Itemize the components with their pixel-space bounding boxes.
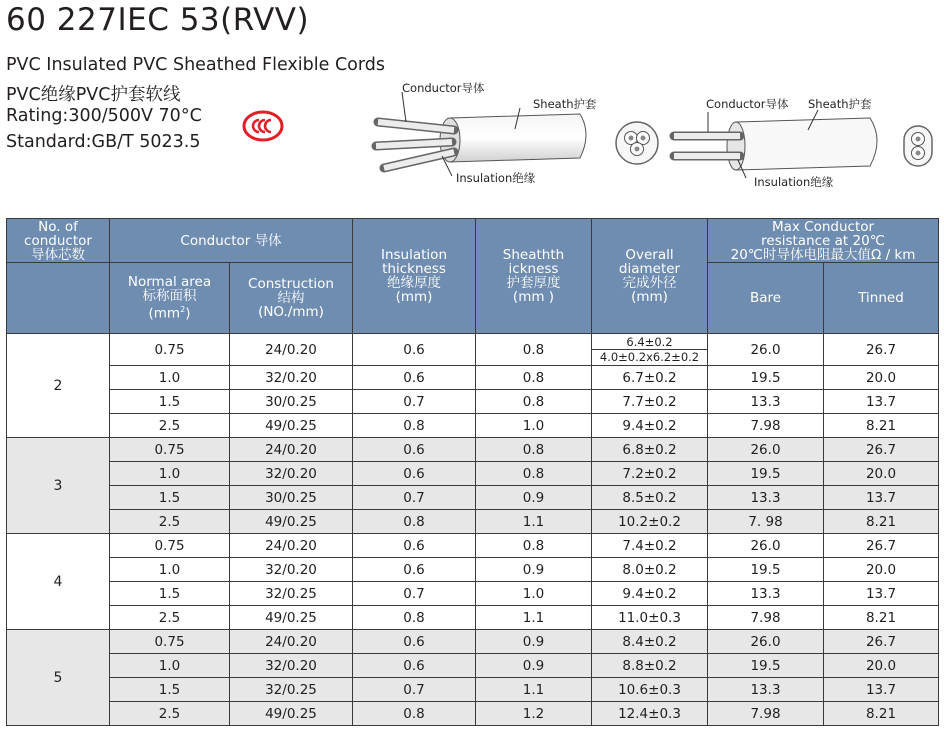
cell-construction: 32/0.25 [230, 678, 353, 702]
cell-insulation: 0.7 [353, 486, 476, 510]
cell-tinned: 8.21 [824, 414, 939, 438]
cell-construction: 24/0.20 [230, 438, 353, 462]
cell-tinned: 13.7 [824, 486, 939, 510]
cell-bare: 19.5 [708, 558, 824, 582]
cell-sheath: 1.2 [476, 702, 592, 726]
cell-bare: 7.98 [708, 414, 824, 438]
group-2-core [7, 334, 939, 438]
cell-sheath: 1.1 [476, 510, 592, 534]
header-tinned: Tinned [824, 263, 939, 334]
rating-text: Rating:300/500V 70°C [6, 106, 202, 126]
cell-tinned: 20.0 [824, 366, 939, 390]
cell-diameter: 10.6±0.3 [592, 678, 708, 702]
table-row [7, 606, 939, 630]
cell-area: 1.5 [110, 678, 230, 702]
table-row [7, 462, 939, 486]
cell-sheath: 1.0 [476, 582, 592, 606]
cell-bare: 19.5 [708, 366, 824, 390]
group-4-core [7, 534, 939, 630]
cell-diameter: 8.4±0.2 [592, 630, 708, 654]
cell-construction: 30/0.25 [230, 486, 353, 510]
cell-diameter: 7.4±0.2 [592, 534, 708, 558]
cell-area: 1.0 [110, 558, 230, 582]
label-insulation-b: Insulation绝缘 [754, 175, 834, 189]
cell-bare: 13.3 [708, 582, 824, 606]
header-cores-spacer [7, 263, 110, 334]
header-normal-area: Normal area 标称面积 $(mm^2)$ [110, 263, 230, 334]
cell-construction: 24/0.20 [230, 630, 353, 654]
header-construction: Construction 结构 (NO./mm) [230, 263, 353, 334]
cell-bare: 7. 98 [708, 510, 824, 534]
cell-construction: 24/0.20 [230, 534, 353, 558]
cell-construction: 49/0.25 [230, 414, 353, 438]
spec-table [6, 218, 939, 726]
cell-bare: 13.3 [708, 486, 824, 510]
header-resistance: Max Conductor resistance at 20℃ 20℃时导体电阻最大值Ω / km [708, 219, 939, 263]
cell-construction: 49/0.25 [230, 606, 353, 630]
cross-section-3core [614, 120, 660, 166]
cell-tinned: 8.21 [824, 510, 939, 534]
cell-area: 0.75 [110, 630, 230, 654]
cores-cell: 4 [7, 534, 110, 630]
cell-construction: 49/0.25 [230, 702, 353, 726]
cell-bare: 7.98 [708, 702, 824, 726]
cell-insulation: 0.6 [353, 462, 476, 486]
cell-area: 0.75 [110, 438, 230, 462]
cell-sheath: 1.0 [476, 414, 592, 438]
label-insulation-a: Insulation绝缘 [456, 171, 536, 185]
cell-sheath: 0.9 [476, 630, 592, 654]
cell-tinned: 26.7 [824, 334, 939, 366]
cell-diameter: 10.2±0.2 [592, 510, 708, 534]
cell-insulation: 0.6 [353, 630, 476, 654]
cell-insulation: 0.6 [353, 366, 476, 390]
cell-insulation: 0.6 [353, 654, 476, 678]
cell-bare: 26.0 [708, 630, 824, 654]
cell-bare: 13.3 [708, 390, 824, 414]
header-overall-diameter: Overall diameter 完成外径 (mm) [592, 219, 708, 334]
table-row [7, 702, 939, 726]
cell-insulation: 0.6 [353, 334, 476, 366]
cell-tinned: 13.7 [824, 678, 939, 702]
header-insulation: Insulation thickness 绝缘厚度 (mm) [353, 219, 476, 334]
cell-area: 0.75 [110, 534, 230, 558]
cell-diameter: 6.4±0.2 4.0±0.2x6.2±0.2 [592, 334, 708, 366]
header-bare: Bare [708, 263, 824, 334]
cell-construction: 32/0.20 [230, 558, 353, 582]
label-sheath-a: Sheath护套 [533, 97, 597, 111]
cell-area: 2.5 [110, 606, 230, 630]
cell-sheath: 0.8 [476, 334, 592, 366]
cores-cell: 2 [7, 334, 110, 438]
cores-cell: 3 [7, 438, 110, 534]
cross-section-flat [902, 124, 934, 168]
cell-insulation: 0.8 [353, 702, 476, 726]
table-row [7, 438, 939, 462]
header-cores: No. of conductor 导体芯数 [7, 219, 110, 263]
cell-tinned: 26.7 [824, 534, 939, 558]
cell-bare: 13.3 [708, 678, 824, 702]
cell-bare: 19.5 [708, 654, 824, 678]
table-row [7, 414, 939, 438]
cell-insulation: 0.8 [353, 510, 476, 534]
product-name-en: PVC Insulated PVC Sheathed Flexible Cords [6, 55, 385, 75]
cell-bare: 19.5 [708, 462, 824, 486]
cell-sheath: 1.1 [476, 678, 592, 702]
label-conductor-a: Conductor导体 [402, 81, 485, 95]
cell-insulation: 0.8 [353, 606, 476, 630]
table-row [7, 630, 939, 654]
group-5-core [7, 630, 939, 726]
cell-insulation: 0.7 [353, 390, 476, 414]
header-conductor: Conductor 导体 [110, 219, 353, 263]
table-row [7, 334, 939, 366]
cell-bare: 26.0 [708, 534, 824, 558]
cell-construction: 49/0.25 [230, 510, 353, 534]
cell-insulation: 0.6 [353, 534, 476, 558]
cell-diameter: 8.8±0.2 [592, 654, 708, 678]
cell-diameter: 8.5±0.2 [592, 486, 708, 510]
cell-construction: 32/0.20 [230, 462, 353, 486]
header-sheath: Sheathth ickness 护套厚度 (mm ) [476, 219, 592, 334]
cell-area: 2.5 [110, 414, 230, 438]
cores-cell: 5 [7, 630, 110, 726]
cell-sheath: 0.8 [476, 438, 592, 462]
cell-tinned: 13.7 [824, 582, 939, 606]
cell-tinned: 26.7 [824, 630, 939, 654]
cell-tinned: 26.7 [824, 438, 939, 462]
cell-bare: 26.0 [708, 334, 824, 366]
cell-construction: 32/0.20 [230, 654, 353, 678]
table-row [7, 486, 939, 510]
cell-area: 1.0 [110, 462, 230, 486]
cell-insulation: 0.6 [353, 438, 476, 462]
cell-insulation: 0.7 [353, 678, 476, 702]
cell-sheath: 0.9 [476, 486, 592, 510]
cell-insulation: 0.6 [353, 558, 476, 582]
cell-diameter: 9.4±0.2 [592, 414, 708, 438]
table-row [7, 558, 939, 582]
cell-area: 2.5 [110, 702, 230, 726]
cell-sheath: 0.8 [476, 534, 592, 558]
cell-construction: 30/0.25 [230, 390, 353, 414]
cell-sheath: 0.9 [476, 558, 592, 582]
cell-insulation: 0.7 [353, 582, 476, 606]
cell-bare: 7.98 [708, 606, 824, 630]
cell-sheath: 0.9 [476, 654, 592, 678]
cell-diameter: 9.4±0.2 [592, 582, 708, 606]
ccc-logo [242, 110, 284, 142]
cell-sheath: 1.1 [476, 606, 592, 630]
group-3-core [7, 438, 939, 534]
standard-text: Standard:GB/T 5023.5 [6, 132, 201, 152]
cell-diameter: 8.0±0.2 [592, 558, 708, 582]
cell-insulation: 0.8 [353, 414, 476, 438]
cell-tinned: 8.21 [824, 606, 939, 630]
cell-area: 1.5 [110, 582, 230, 606]
cell-diameter: 11.0±0.3 [592, 606, 708, 630]
cell-diameter: 6.8±0.2 [592, 438, 708, 462]
page-title: 60 227IEC 53(RVV) [6, 2, 310, 38]
table-row [7, 678, 939, 702]
cell-tinned: 20.0 [824, 654, 939, 678]
cell-diameter: 6.7±0.2 [592, 366, 708, 390]
product-name-cn: PVC绝缘PVC护套软线 [6, 85, 181, 105]
cell-area: 1.5 [110, 486, 230, 510]
label-sheath-b: Sheath护套 [808, 97, 872, 111]
table-row [7, 510, 939, 534]
table-row [7, 534, 939, 558]
cell-tinned: 13.7 [824, 390, 939, 414]
cell-sheath: 0.8 [476, 390, 592, 414]
cell-tinned: 20.0 [824, 558, 939, 582]
cell-diameter: 12.4±0.3 [592, 702, 708, 726]
cell-construction: 32/0.25 [230, 582, 353, 606]
cell-tinned: 20.0 [824, 462, 939, 486]
cell-diameter: 7.7±0.2 [592, 390, 708, 414]
cell-area: 0.75 [110, 334, 230, 366]
cell-construction: 32/0.20 [230, 366, 353, 390]
table-row [7, 654, 939, 678]
cell-area: 2.5 [110, 510, 230, 534]
cell-area: 1.0 [110, 654, 230, 678]
table-row [7, 390, 939, 414]
cell-area: 1.5 [110, 390, 230, 414]
table-row [7, 582, 939, 606]
cell-diameter: 7.2±0.2 [592, 462, 708, 486]
cell-tinned: 8.21 [824, 702, 939, 726]
table-row [7, 366, 939, 390]
cell-sheath: 0.8 [476, 366, 592, 390]
label-conductor-b: Conductor导体 [706, 97, 789, 111]
cell-construction: 24/0.20 [230, 334, 353, 366]
cell-sheath: 0.8 [476, 462, 592, 486]
cell-area: 1.0 [110, 366, 230, 390]
cell-bare: 26.0 [708, 438, 824, 462]
